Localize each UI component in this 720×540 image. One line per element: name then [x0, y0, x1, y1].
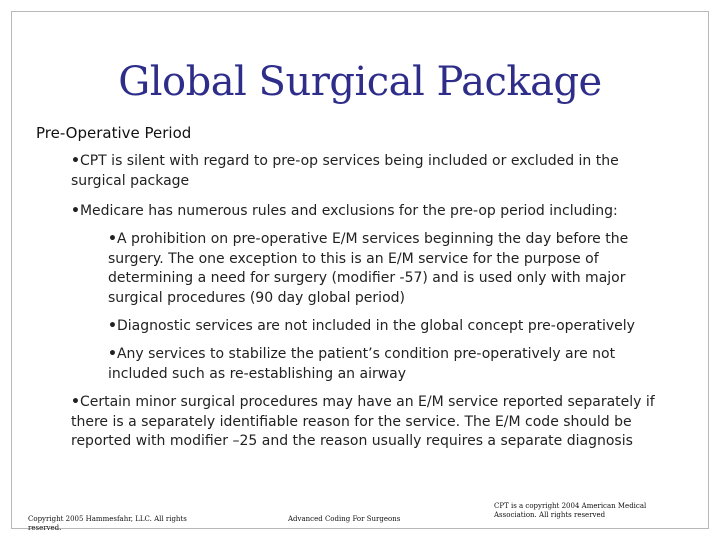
- sub-bullet-item: [108, 230, 668, 308]
- bullet-text: Medicare has numerous rules and exclusions for the pre-op period including:: [79, 203, 618, 219]
- bullet-marker: •: [71, 153, 80, 169]
- bullet-text: Any services to stabilize the patient’s condition pre-operatively are not included such as re-establishing an airway: [108, 346, 616, 382]
- section-heading: Pre-Operative Period: [36, 124, 192, 142]
- bullet-item: [71, 393, 671, 452]
- footer-copyright: Copyright 2005 Hammesfahr, LLC. All rights reserved.: [28, 515, 187, 532]
- footer-course-title: Advanced Coding For Surgeons: [288, 515, 401, 523]
- bullet-text: Certain minor surgical procedures may have an E/M service reported separately if there is a separately identifiable reason for the service. The E/M code should be reported with modifier –25 and the reason usually requires a separate diagnosis: [71, 394, 655, 449]
- bullet-text: A prohibition on pre-operative E/M services beginning the day before the surgery. The one exception to this is an E/M service for the purpose of determining a need for surgery (modifier -57) and is used only with major surgical procedures (90 day global period): [108, 231, 629, 306]
- slide-title: Global Surgical Package: [118, 59, 602, 105]
- sub-bullet-item: [108, 345, 668, 384]
- bullet-marker: •: [108, 318, 117, 334]
- bullet-marker: •: [108, 231, 117, 247]
- footer-cpt-notice: CPT is a copyright 2004 American Medical Association. All rights reserved: [494, 502, 647, 519]
- bullet-marker: •: [108, 346, 117, 362]
- bullet-marker: •: [71, 394, 80, 410]
- bullet-item: [71, 152, 671, 191]
- bullet-item: [71, 202, 671, 222]
- sub-bullet-item: [108, 317, 668, 337]
- bullet-text: CPT is silent with regard to pre-op services being included or excluded in the surgical package: [71, 153, 619, 189]
- bullet-marker: •: [71, 203, 80, 219]
- bullet-text: Diagnostic services are not included in the global concept pre-operatively: [116, 318, 635, 334]
